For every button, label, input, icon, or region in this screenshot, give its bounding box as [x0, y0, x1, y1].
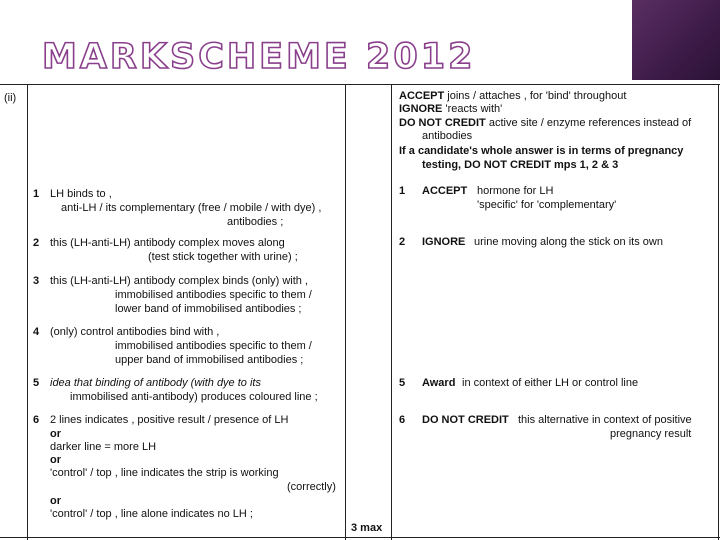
guidance-line: antibodies — [422, 130, 473, 142]
note-number: 1 — [399, 185, 406, 197]
guidance-line: If a candidate's whole answer is in terms of pregnancy — [399, 145, 684, 157]
note-number: 6 — [399, 414, 406, 426]
point-number: 3 — [33, 275, 40, 287]
point-text: idea that binding of antibody (with dye to its — [50, 377, 261, 389]
note-text: in context of either LH or control line — [462, 377, 639, 389]
note-text: this alternative in context of positive — [518, 414, 692, 426]
point-text: darker line = more LH — [50, 441, 157, 453]
note-keyword: IGNORE — [422, 236, 466, 248]
point-number: 6 — [33, 414, 40, 426]
note-text: urine moving along the stick on its own — [474, 236, 663, 248]
point-text: or — [50, 495, 61, 507]
point-text: this (LH-anti-LH) antibody complex binds (only) with , — [50, 275, 308, 287]
point-text: lower band of immobilised antibodies ; — [115, 303, 302, 315]
point-text: upper band of immobilised antibodies ; — [115, 354, 304, 366]
corner-decoration — [632, 0, 720, 80]
point-text: (test stick together with urine) ; — [148, 251, 298, 263]
note-keyword: Award — [422, 377, 456, 389]
guidance-line: testing, DO NOT CREDIT mps 1, 2 & 3 — [422, 159, 619, 171]
point-text: immobilised anti-antibody) produces coloured line ; — [70, 391, 318, 403]
point-text: anti-LH / its complementary (free / mobile / with dye) , — [61, 202, 322, 214]
point-text: (only) control antibodies bind with , — [50, 326, 220, 338]
point-number: 1 — [33, 188, 40, 200]
guidance-line: ACCEPT joins / attaches , for 'bind' throughout — [399, 90, 627, 102]
markscheme-table — [0, 84, 720, 540]
point-text: antibodies ; — [227, 216, 284, 228]
point-number: 4 — [33, 326, 40, 338]
point-text: (correctly) — [287, 481, 336, 493]
point-text: or — [50, 454, 61, 466]
note-text: 'specific' for 'complementary' — [477, 199, 617, 211]
point-text: this (LH-anti-LH) antibody complex moves along — [50, 237, 285, 249]
column-divider — [718, 84, 719, 540]
point-text: 'control' / top , line indicates the strip is working — [50, 467, 279, 479]
point-text: 2 lines indicates , positive result / presence of LH — [50, 414, 289, 426]
marks-label: 3 max — [351, 522, 383, 534]
point-text: immobilised antibodies specific to them / — [115, 340, 312, 352]
table-bottom-border — [0, 537, 720, 538]
point-text: LH binds to , — [50, 188, 112, 200]
point-number: 5 — [33, 377, 40, 389]
column-divider — [391, 84, 392, 540]
note-keyword: ACCEPT — [422, 185, 468, 197]
column-divider — [27, 84, 28, 540]
page-title: MARKSCHEME 2012 — [42, 37, 476, 77]
guidance-line: DO NOT CREDIT active site / enzyme references instead of — [399, 117, 692, 129]
note-number: 5 — [399, 377, 406, 389]
point-text: 'control' / top , line alone indicates no LH ; — [50, 508, 253, 520]
point-number: 2 — [33, 237, 40, 249]
column-divider — [345, 84, 346, 540]
part-label: (ii) — [4, 92, 17, 104]
note-text: pregnancy result — [610, 428, 692, 440]
point-text: immobilised antibodies specific to them / — [115, 289, 312, 301]
note-text: hormone for LH — [477, 185, 554, 197]
note-number: 2 — [399, 236, 406, 248]
point-text: or — [50, 428, 61, 440]
note-keyword: DO NOT CREDIT — [422, 414, 509, 426]
table-top-border — [0, 84, 720, 85]
guidance-line: IGNORE 'reacts with' — [399, 103, 503, 115]
